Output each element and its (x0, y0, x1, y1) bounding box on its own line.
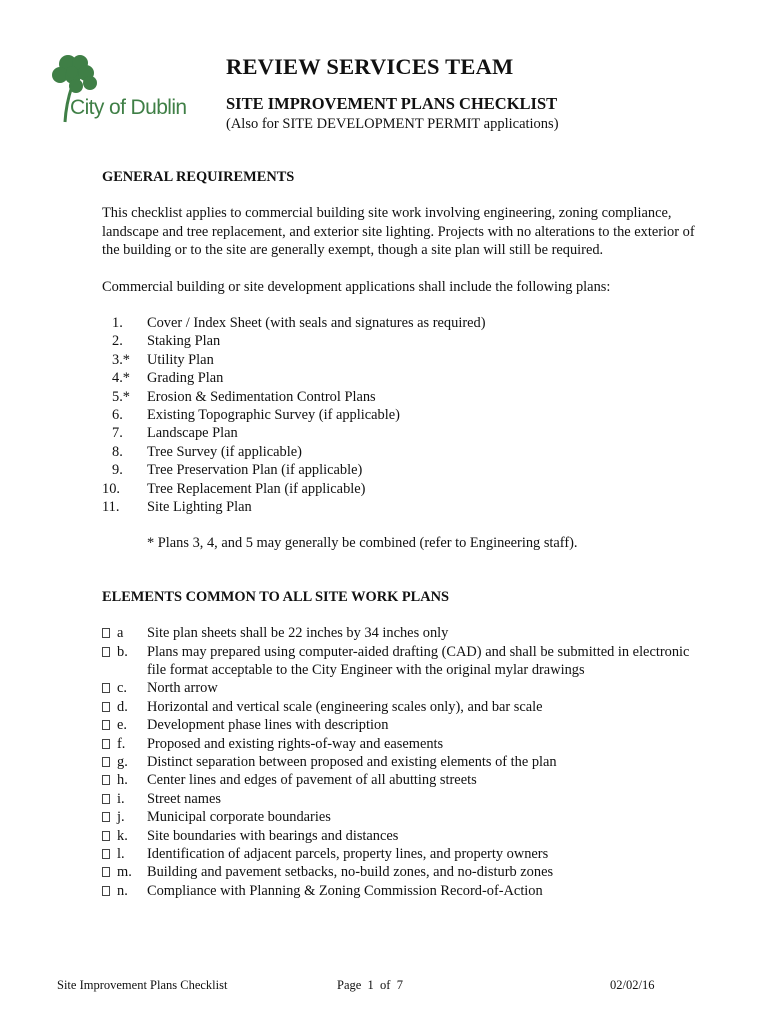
checkbox[interactable] (102, 702, 110, 712)
checkbox[interactable] (102, 831, 110, 841)
list-item-text: Tree Preservation Plan (if applicable) (147, 462, 363, 479)
general-requirements-heading: GENERAL REQUIREMENTS (102, 169, 295, 185)
checklist-item-text: Center lines and edges of pavement of all abutting streets (147, 772, 477, 789)
footer-document-title: Site Improvement Plans Checklist (57, 978, 228, 992)
checklist-item-letter: d. (117, 698, 128, 715)
list-item (102, 461, 702, 479)
list-item (102, 314, 702, 332)
list-item-number: 4.* (112, 370, 130, 387)
checklist-item-letter: f. (117, 735, 126, 752)
checklist-item-text: Identification of adjacent parcels, property lines, and property owners (147, 846, 549, 863)
checklist-item-letter: n. (117, 882, 128, 899)
common-elements-checklist (102, 624, 702, 900)
checkbox[interactable] (102, 849, 110, 859)
list-item (102, 351, 702, 369)
checklist-item (102, 808, 702, 826)
checkbox[interactable] (102, 720, 110, 730)
list-item-number: 6. (112, 406, 123, 423)
checklist-item-text: North arrow (147, 680, 218, 697)
list-item-text: Site Lighting Plan (147, 498, 252, 515)
page-title: REVIEW SERVICES TEAM (226, 54, 514, 79)
list-item-text: Cover / Index Sheet (with seals and signatures as required) (147, 315, 486, 332)
required-plans-list (102, 314, 702, 516)
page-subtitle: SITE IMPROVEMENT PLANS CHECKLIST (226, 94, 558, 113)
checklist-item (102, 679, 702, 697)
list-item-text: Landscape Plan (147, 425, 238, 442)
list-item-number: 5.* (112, 388, 130, 405)
list-item (102, 406, 702, 424)
checklist-item-text: Municipal corporate boundaries (147, 809, 331, 826)
checklist-item-text: Horizontal and vertical scale (engineering scales only), and bar scale (147, 698, 543, 715)
checkbox[interactable] (102, 683, 110, 693)
plans-combined-note: * Plans 3, 4, and 5 may generally be combined (refer to Engineering staff). (147, 535, 578, 552)
checklist-item (102, 790, 702, 808)
checklist-item (102, 753, 702, 771)
checklist-item-letter: e. (117, 717, 127, 734)
list-item-number: 8. (112, 443, 123, 460)
list-item-text: Grading Plan (147, 370, 224, 387)
checklist-item-letter: a (117, 625, 124, 642)
checklist-item-letter: b. (117, 643, 128, 660)
list-item-number: 10. (102, 480, 120, 497)
checklist-item-letter: m. (117, 864, 132, 881)
checkbox[interactable] (102, 757, 110, 767)
common-elements-heading: ELEMENTS COMMON TO ALL SITE WORK PLANS (102, 588, 450, 605)
checklist-item (102, 771, 702, 789)
checklist-item-text: Plans may prepared using computer-aided drafting (CAD) and shall be submitted in electronic file format acceptable to the City Engineer with the original mylar drawings (147, 643, 690, 678)
logo-text: City of Dublin (70, 96, 187, 119)
list-item-number: 7. (112, 425, 123, 442)
list-item-number: 11. (102, 498, 120, 515)
checklist-item-letter: c. (117, 680, 127, 697)
checklist-item (102, 735, 702, 753)
checklist-item-text: Site boundaries with bearings and distances (147, 827, 399, 844)
checkbox[interactable] (102, 775, 110, 785)
list-item (102, 424, 702, 442)
checklist-item-text: Building and pavement setbacks, no-build zones, and no-disturb zones (147, 864, 554, 881)
list-item (102, 480, 702, 498)
checklist-item (102, 827, 702, 845)
checkbox[interactable] (102, 886, 110, 896)
checklist-item (102, 698, 702, 716)
list-item (102, 498, 702, 516)
list-item-text: Utility Plan (147, 351, 214, 368)
list-item-text: Existing Topographic Survey (if applicable) (147, 406, 400, 423)
list-item-number: 3.* (112, 351, 130, 368)
checkbox[interactable] (102, 628, 110, 638)
list-item-number: 2. (112, 333, 123, 350)
footer-page-number: Page 1 of 7 (337, 978, 403, 992)
list-item-number: 1. (112, 315, 123, 332)
list-item-text: Tree Replacement Plan (if applicable) (147, 480, 366, 497)
checklist-item-letter: h. (117, 772, 128, 789)
checklist-item-letter: g. (117, 753, 128, 770)
page-subnote: (Also for SITE DEVELOPMENT PERMIT applications) (226, 116, 559, 132)
checklist-item (102, 624, 702, 642)
checklist-item (102, 882, 702, 900)
checklist-item-text: Development phase lines with description (147, 717, 389, 734)
plans-intro-paragraph: Commercial building or site development applications shall include the following plans: (102, 278, 611, 295)
checklist-item-letter: i. (117, 790, 125, 807)
list-item-number: 9. (112, 462, 123, 479)
footer-date: 02/02/16 (610, 978, 655, 992)
general-paragraph: This checklist applies to commercial building site work involving engineering, zoning compliance, landscape and tree replacement, and exterior site lighting. Projects with no alterations to the exterior of the building or to the site are generally exempt, though a site plan will still be required. (102, 205, 695, 259)
checkbox[interactable] (102, 647, 110, 657)
checklist-item-text: Proposed and existing rights-of-way and easements (147, 735, 444, 752)
list-item (102, 388, 702, 406)
checklist-item-text: Compliance with Planning & Zoning Commission Record-of-Action (147, 882, 543, 899)
checklist-item-letter: j. (117, 809, 125, 826)
checklist-item-text: Street names (147, 790, 221, 807)
document-body (102, 168, 702, 900)
checklist-item-letter: k. (117, 827, 128, 844)
list-item (102, 332, 702, 350)
list-item-text: Erosion & Sedimentation Control Plans (147, 388, 376, 405)
checkbox[interactable] (102, 739, 110, 749)
checkbox[interactable] (102, 794, 110, 804)
checklist-item (102, 643, 702, 680)
checklist-item-text: Site plan sheets shall be 22 inches by 34 inches only (147, 625, 449, 642)
list-item (102, 369, 702, 387)
checklist-item (102, 845, 702, 863)
checkbox[interactable] (102, 867, 110, 877)
checklist-item-text: Distinct separation between proposed and existing elements of the plan (147, 753, 557, 770)
city-logo (52, 52, 212, 128)
checklist-item (102, 863, 702, 881)
list-item (102, 443, 702, 461)
list-item-text: Tree Survey (if applicable) (147, 443, 302, 460)
list-item-text: Staking Plan (147, 333, 221, 350)
checklist-item-letter: l. (117, 846, 125, 863)
checklist-item (102, 716, 702, 734)
checkbox[interactable] (102, 812, 110, 822)
